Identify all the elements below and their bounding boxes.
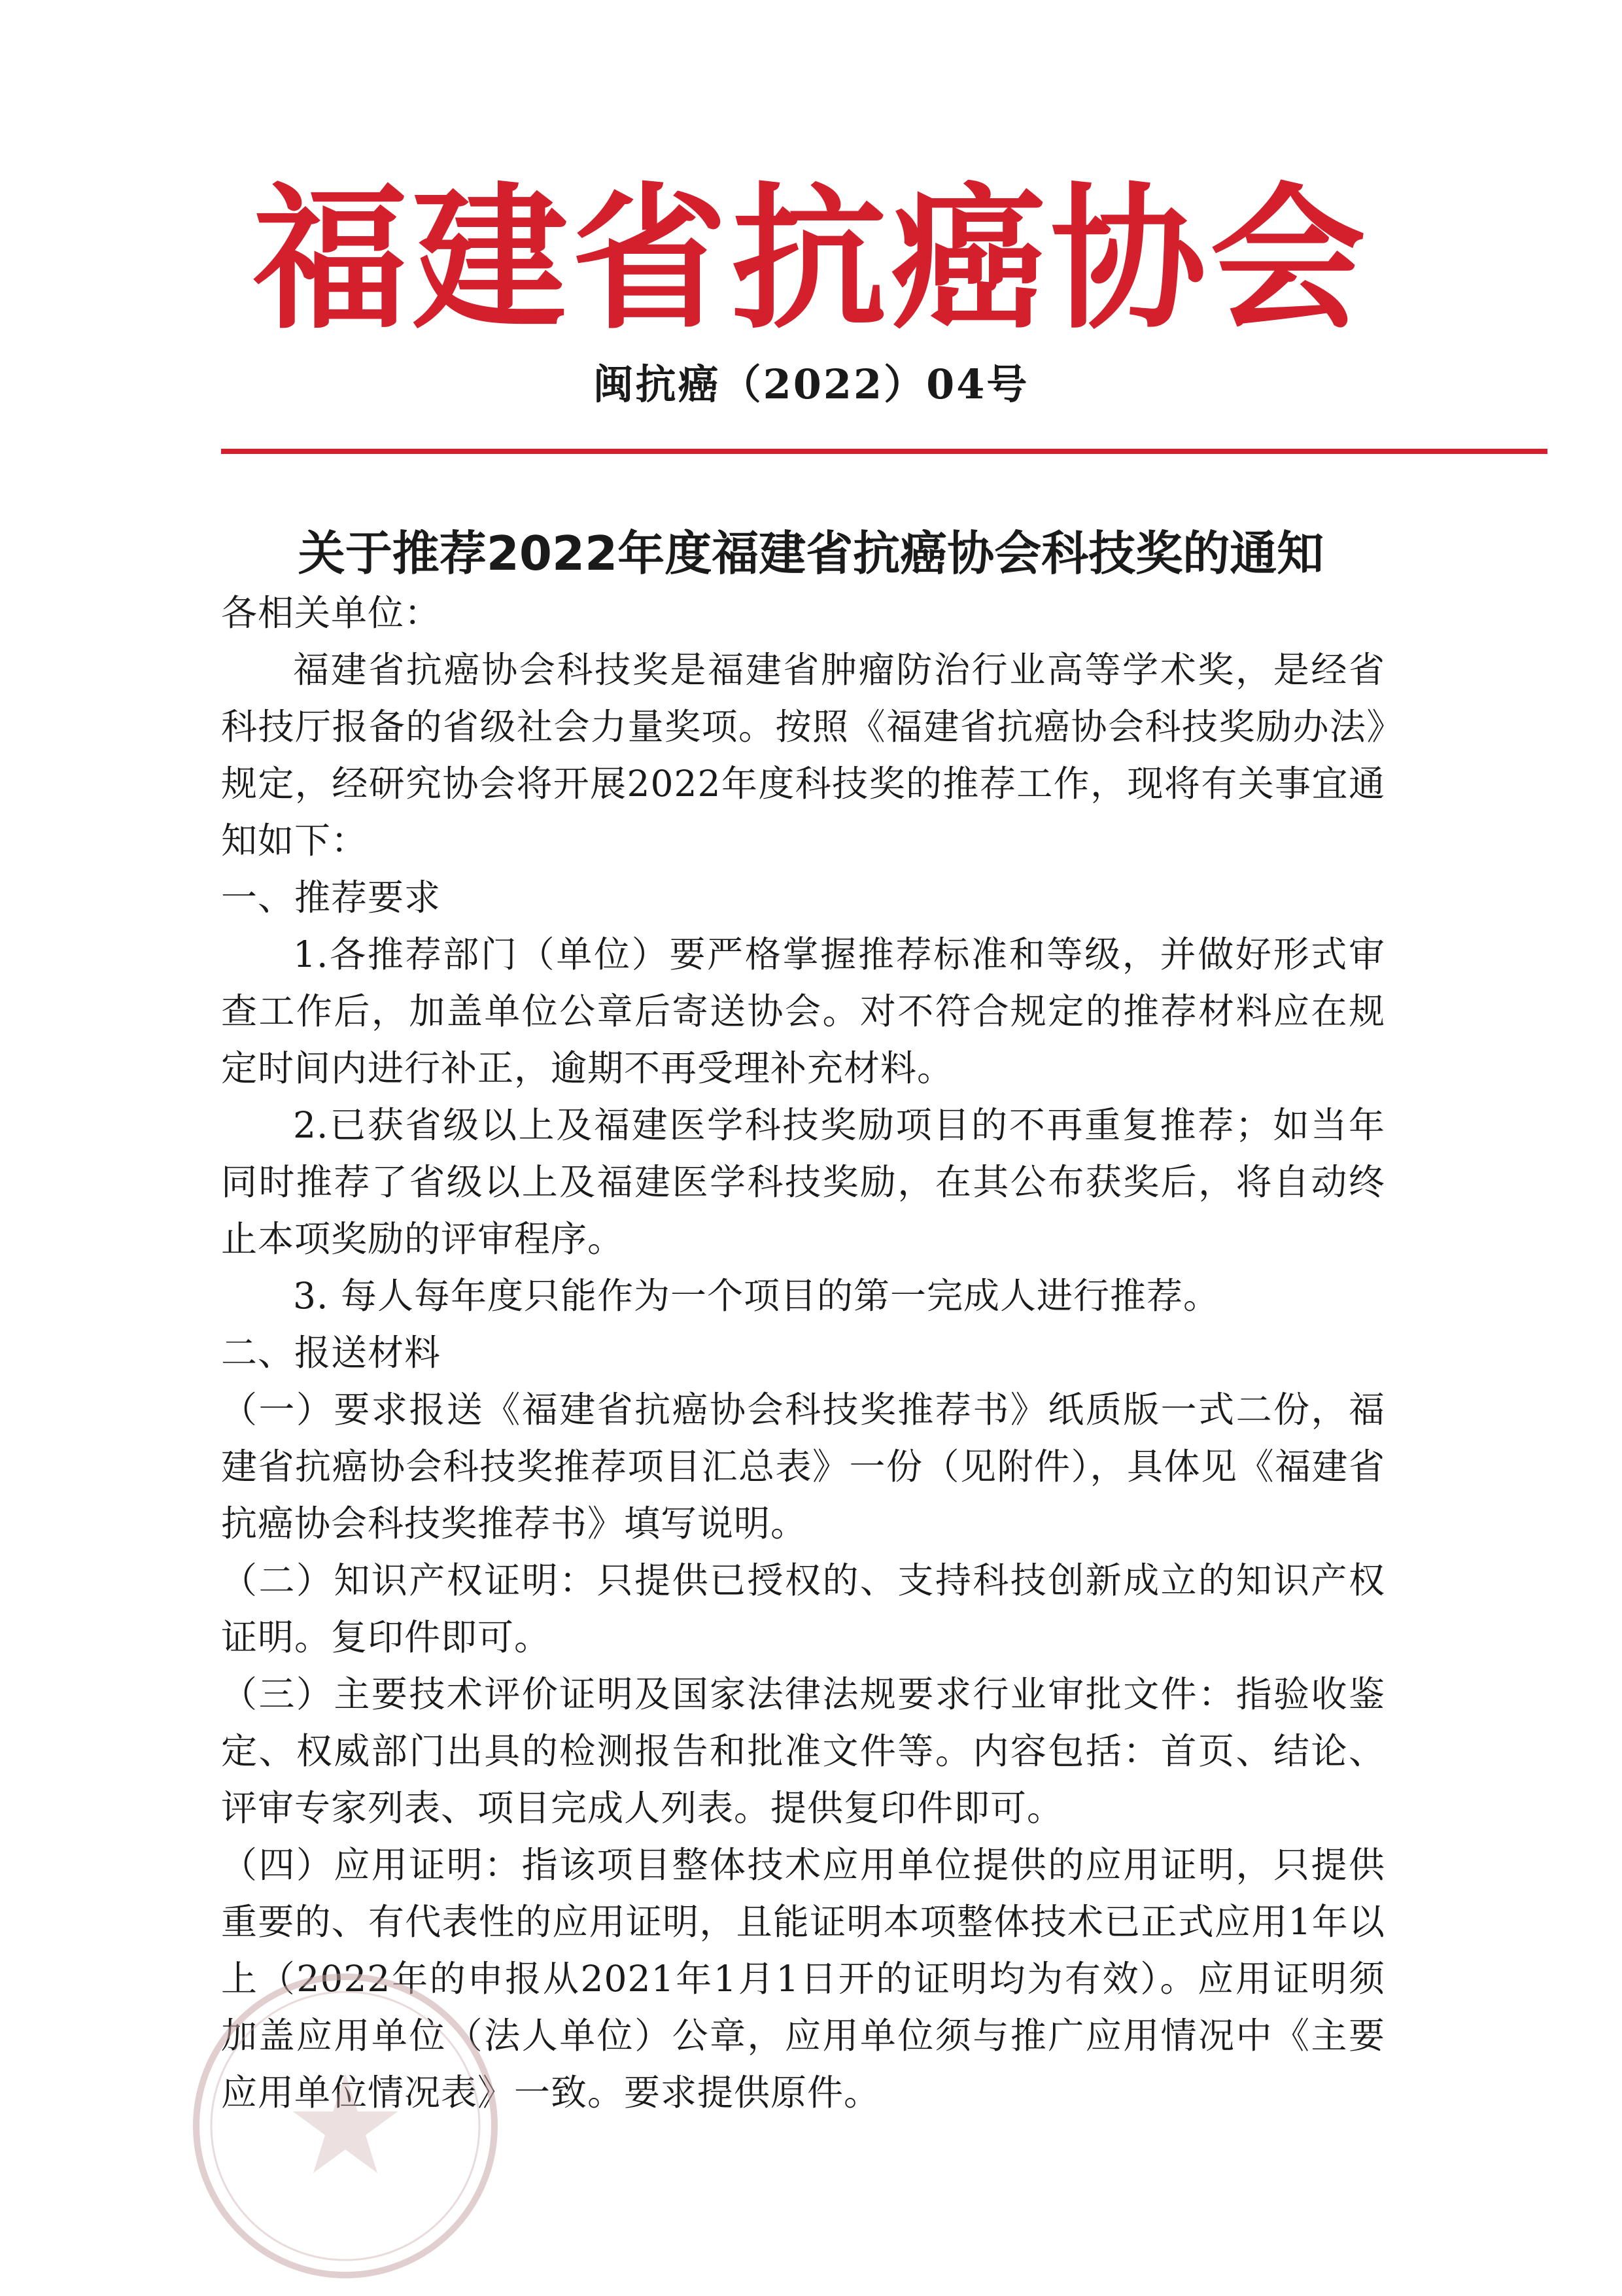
letterhead-title: 福建省抗癌协会 (252, 169, 1370, 351)
notice-body (221, 585, 1385, 2121)
salutation: 各相关单位： (221, 592, 441, 634)
requirement-item-1: 1.各推荐部门（单位）要严格掌握推荐标准和等级，并做好形式审查工作后，加盖单位公章后寄送协会。对不符合规定的推荐材料应在规定时间内进行补正，逾期不再受理补充材料。 (221, 933, 1385, 1089)
document-number: 闽抗癌（2022）04号 (593, 360, 1029, 408)
material-item-4: （四）应用证明：指该项目整体技术应用单位提供的应用证明，只提供重要的、有代表性的应用证明，且能证明本项整体技术已正式应用1年以上（2022年的申报从2021年1月1日开的证明均为有效）。应用证明须加盖应用单位（法人单位）公章，应用单位须与推广应用情况中《主要应用单位情况表》一致。要求提供原件。 (221, 1844, 1385, 2113)
requirement-item-3: 3. 每人每年度只能作为一个项目的第一完成人进行推荐。 (293, 1275, 1220, 1317)
section-heading-requirements: 一、推荐要求 (221, 877, 441, 918)
red-divider-line (221, 449, 1547, 454)
requirement-item-2: 2.已获省级以上及福建医学科技奖励项目的不再重复推荐；如当年同时推荐了省级以上及福建医学科技奖励，在其公布获奖后，将自动终止本项奖励的评审程序。 (221, 1104, 1385, 1260)
section-heading-materials: 二、报送材料 (221, 1332, 441, 1374)
material-item-1: （一）要求报送《福建省抗癌协会科技奖推荐书》纸质版一式二份，福建省抗癌协会科技奖推荐项目汇总表》一份（见附件），具体见《福建省抗癌协会科技奖推荐书》填写说明。 (221, 1389, 1385, 1544)
material-item-3: （三）主要技术评价证明及国家法律法规要求行业审批文件：指验收鉴定、权威部门出具的检测报告和批准文件等。内容包括：首页、结论、评审专家列表、项目完成人列表。提供复印件即可。 (221, 1673, 1385, 1829)
intro-paragraph: 福建省抗癌协会科技奖是福建省肿瘤防治行业高等学术奖，是经省科技厅报备的省级社会力量奖项。按照《福建省抗癌协会科技奖励办法》规定，经研究协会将开展2022年度科技奖的推荐工作，现将有关事宜通知如下： (221, 649, 1385, 861)
notice-title: 关于推荐2022年度福建省抗癌协会科技奖的通知 (298, 526, 1324, 581)
material-item-2: （二）知识产权证明：只提供已授权的、支持科技创新成立的知识产权证明。复印件即可。 (221, 1559, 1385, 1658)
